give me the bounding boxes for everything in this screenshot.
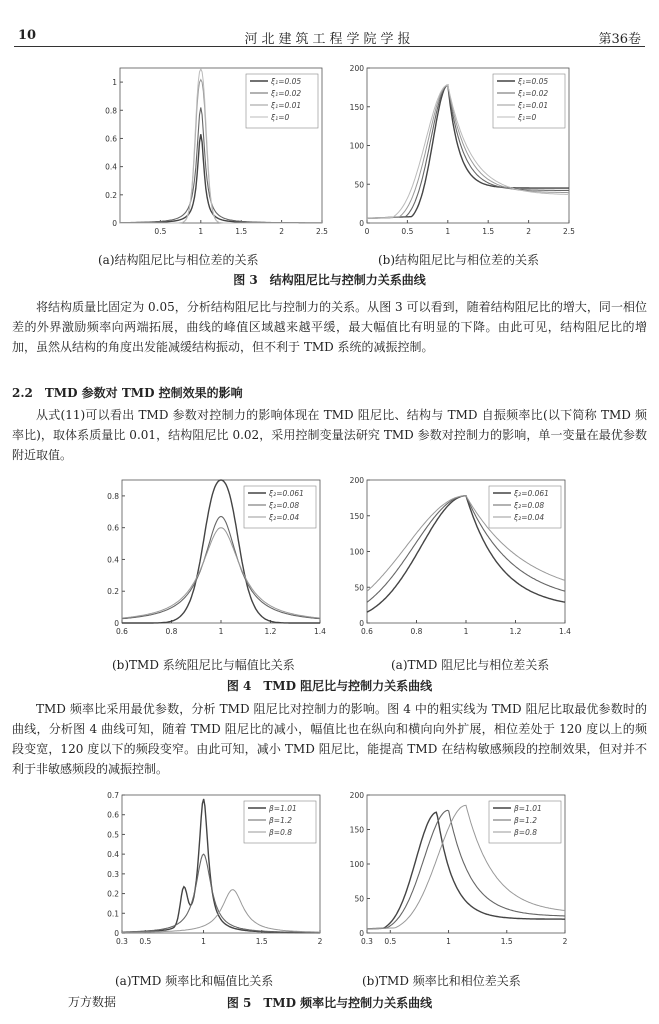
paragraph-1 [12,297,647,357]
fig3b-caption: (b)结构阻尼比与相位差的关系 [378,253,540,267]
legend-label: ξ₁=0.01 [518,101,549,110]
fig5b-plot [343,791,571,949]
legend-label: ξ₂=0.04 [269,513,300,522]
x-tick-label: 1.2 [264,627,277,636]
x-tick-label: 1.5 [235,227,248,236]
watermark: 万方数据 [68,995,117,1009]
x-tick-label: 0.3 [116,937,128,946]
y-tick-label: 0 [359,929,364,938]
x-tick-label: 1 [218,627,224,636]
fig3-caption: 图 3 结构阻尼比与控制力关系曲线 [233,273,426,287]
y-tick-label: 0 [112,219,117,228]
paragraph-2-text: 从式(11)可以看出 TMD 参数对控制力的影响体现在 TMD 阻尼比、结构与 TMD 自振频率比(以下简称 TMD 频率比)，取体系质量比 0.01，结构阻尼比 0.02，采用控制变量法研究 TMD 参数对控制力的影响，单一变量在最优参数附近取值。 [12,408,647,462]
legend-label: ξ₁=0.02 [271,89,302,98]
y-tick-label: 0.2 [107,587,119,597]
section-heading-2-2: 2.2 TMD 参数对 TMD 控制效果的影响 [12,386,243,400]
x-tick-label: 0.8 [165,627,178,636]
y-tick-label: 0.6 [105,134,117,144]
legend-label: β=1.2 [269,816,292,825]
y-tick-label: 0.2 [107,889,119,899]
x-tick-label: 1.5 [482,227,495,236]
y-tick-label: 50 [354,894,364,904]
y-tick-label: 0 [114,929,119,938]
fig3a-caption: (a)结构阻尼比与相位差的关系 [98,253,259,267]
x-tick-label: 2 [279,227,284,236]
y-tick-label: 0.3 [107,869,119,879]
x-tick-label: 1.2 [509,627,522,636]
x-tick-label: 0.5 [401,227,414,236]
legend-label: β=1.2 [514,816,537,825]
x-tick-label: 1.4 [559,627,571,636]
legend-label: ξ₁=0.02 [518,89,549,98]
paragraph-1-text: 将结构质量比固定为 0.05，分析结构阻尼比与控制力的关系。从图 3 可以看到，随着结构阻尼比的增大，同一相位差的外界激励频率向两端拓展，曲线的峰值区域越来越平缓，最大幅值比有明显的下降。由此可见，结构阻尼比的增加，虽然从结构的角度出发能减缓结构振动，但不利于 TMD 系统的减振控制。 [12,300,647,354]
fig4-caption: 图 4 TMD 阻尼比与控制力关系曲线 [226,679,433,693]
y-tick-label: 100 [349,141,364,151]
x-tick-label: 2 [526,227,531,236]
x-tick-label: 1 [198,227,204,236]
x-tick-label: 1.4 [314,627,326,636]
y-tick-label: 200 [349,791,364,800]
y-tick-label: 0 [359,219,364,228]
y-tick-label: 0 [359,619,364,628]
fig3a-plot [96,64,328,239]
x-tick-label: 2 [562,937,568,946]
legend-label: ξ₂=0.061 [514,489,549,498]
legend-label: β=0.8 [514,828,537,837]
legend-label: ξ₁=0.05 [271,77,302,86]
y-tick-label: 150 [349,825,364,835]
y-tick-label: 0.4 [107,555,119,565]
x-tick-label: 0.8 [410,627,423,636]
x-tick-label: 0.5 [154,227,167,236]
y-tick-label: 0.7 [107,791,119,800]
page-number: 10 [18,28,37,43]
fig5-caption: 图 5 TMD 频率比与控制力关系曲线 [226,996,433,1010]
fig4a-caption: (b)TMD 系统阻尼比与幅值比关系 [112,658,295,672]
y-tick-label: 1 [112,78,117,88]
x-tick-label: 0.6 [361,627,373,636]
y-tick-label: 0.6 [107,810,119,820]
y-tick-label: 50 [354,583,364,593]
y-tick-label: 0 [114,619,119,628]
x-tick-label: 1.5 [500,937,513,946]
x-tick-label: 2.5 [316,227,328,236]
x-tick-label: 0.6 [116,627,128,636]
y-tick-label: 200 [349,476,364,485]
y-tick-label: 100 [349,860,364,869]
paragraph-3 [12,699,647,779]
x-tick-label: 1 [201,937,206,946]
y-tick-label: 150 [349,102,364,112]
x-tick-label: 0.5 [384,937,397,946]
legend-label: β=0.8 [269,828,292,837]
y-tick-label: 50 [354,180,364,190]
legend-label: ξ₁=0 [271,113,290,122]
x-tick-label: 1 [446,937,451,946]
fig5a-plot [98,791,326,949]
legend-label: ξ₂=0.061 [269,489,304,498]
fig5a-caption: (a)TMD 频率比和幅值比关系 [115,974,274,988]
x-tick-label: 1.5 [255,937,268,946]
y-tick-label: 0.5 [107,830,119,840]
paragraph-2 [12,405,647,465]
volume-label: 第36卷 [598,32,641,47]
x-tick-label: 0.3 [361,937,373,946]
journal-title: 河北建筑工程学院学报 [244,32,415,47]
fig4b-plot [343,476,571,639]
paragraph-3-text: TMD 频率比采用最优参数，分析 TMD 阻尼比对控制力的影响。图 4 中的粗实线为 TMD 阻尼比取最优参数时的曲线，分析图 4 曲线可知，随着 TMD 阻尼比的减小，幅值比也在纵向和横向向外扩展，相位差处于 120 度以上的频段变宽，120 度以下的频段变窄。由此可知，减小 TMD 阻尼比，能提高 TMD 在结构敏感频段的控制效果，但对并不利于非敏感频段的减振控制。 [12,702,647,776]
legend-label: ξ₁=0.01 [271,101,302,110]
fig3b-plot [343,64,575,239]
fig5b-caption: (b)TMD 频率比和相位差关系 [362,974,521,988]
fig4b-caption: (a)TMD 阻尼比与相位差关系 [391,658,550,672]
x-tick-label: 0 [364,227,370,236]
y-tick-label: 200 [349,64,364,73]
series-line [122,890,320,933]
legend-label: β=1.01 [514,804,542,813]
x-tick-label: 1 [463,627,469,636]
y-tick-label: 0.4 [105,162,117,172]
series-line [120,134,322,223]
series-line [122,528,320,618]
legend-label: β=1.01 [269,804,297,813]
y-tick-label: 150 [349,511,364,521]
x-tick-label: 1 [445,227,451,236]
legend-label: ξ₁=0 [518,113,537,122]
y-tick-label: 0.8 [105,106,117,116]
legend-label: ξ₂=0.04 [514,513,545,522]
fig4a-plot [98,476,326,639]
series-line [122,517,320,619]
y-tick-label: 0.6 [107,523,119,533]
legend-label: ξ₂=0.08 [269,501,300,510]
y-tick-label: 0.2 [105,190,117,200]
y-tick-label: 100 [349,547,364,557]
x-tick-label: 2.5 [563,227,575,236]
x-tick-label: 0.5 [139,937,152,946]
y-tick-label: 0.4 [107,850,119,860]
x-tick-label: 2 [317,937,323,946]
legend-label: ξ₂=0.08 [514,501,545,510]
legend-label: ξ₁=0.05 [518,77,549,86]
y-tick-label: 0.1 [107,909,119,919]
running-header [14,26,645,47]
y-tick-label: 0.8 [107,491,119,501]
